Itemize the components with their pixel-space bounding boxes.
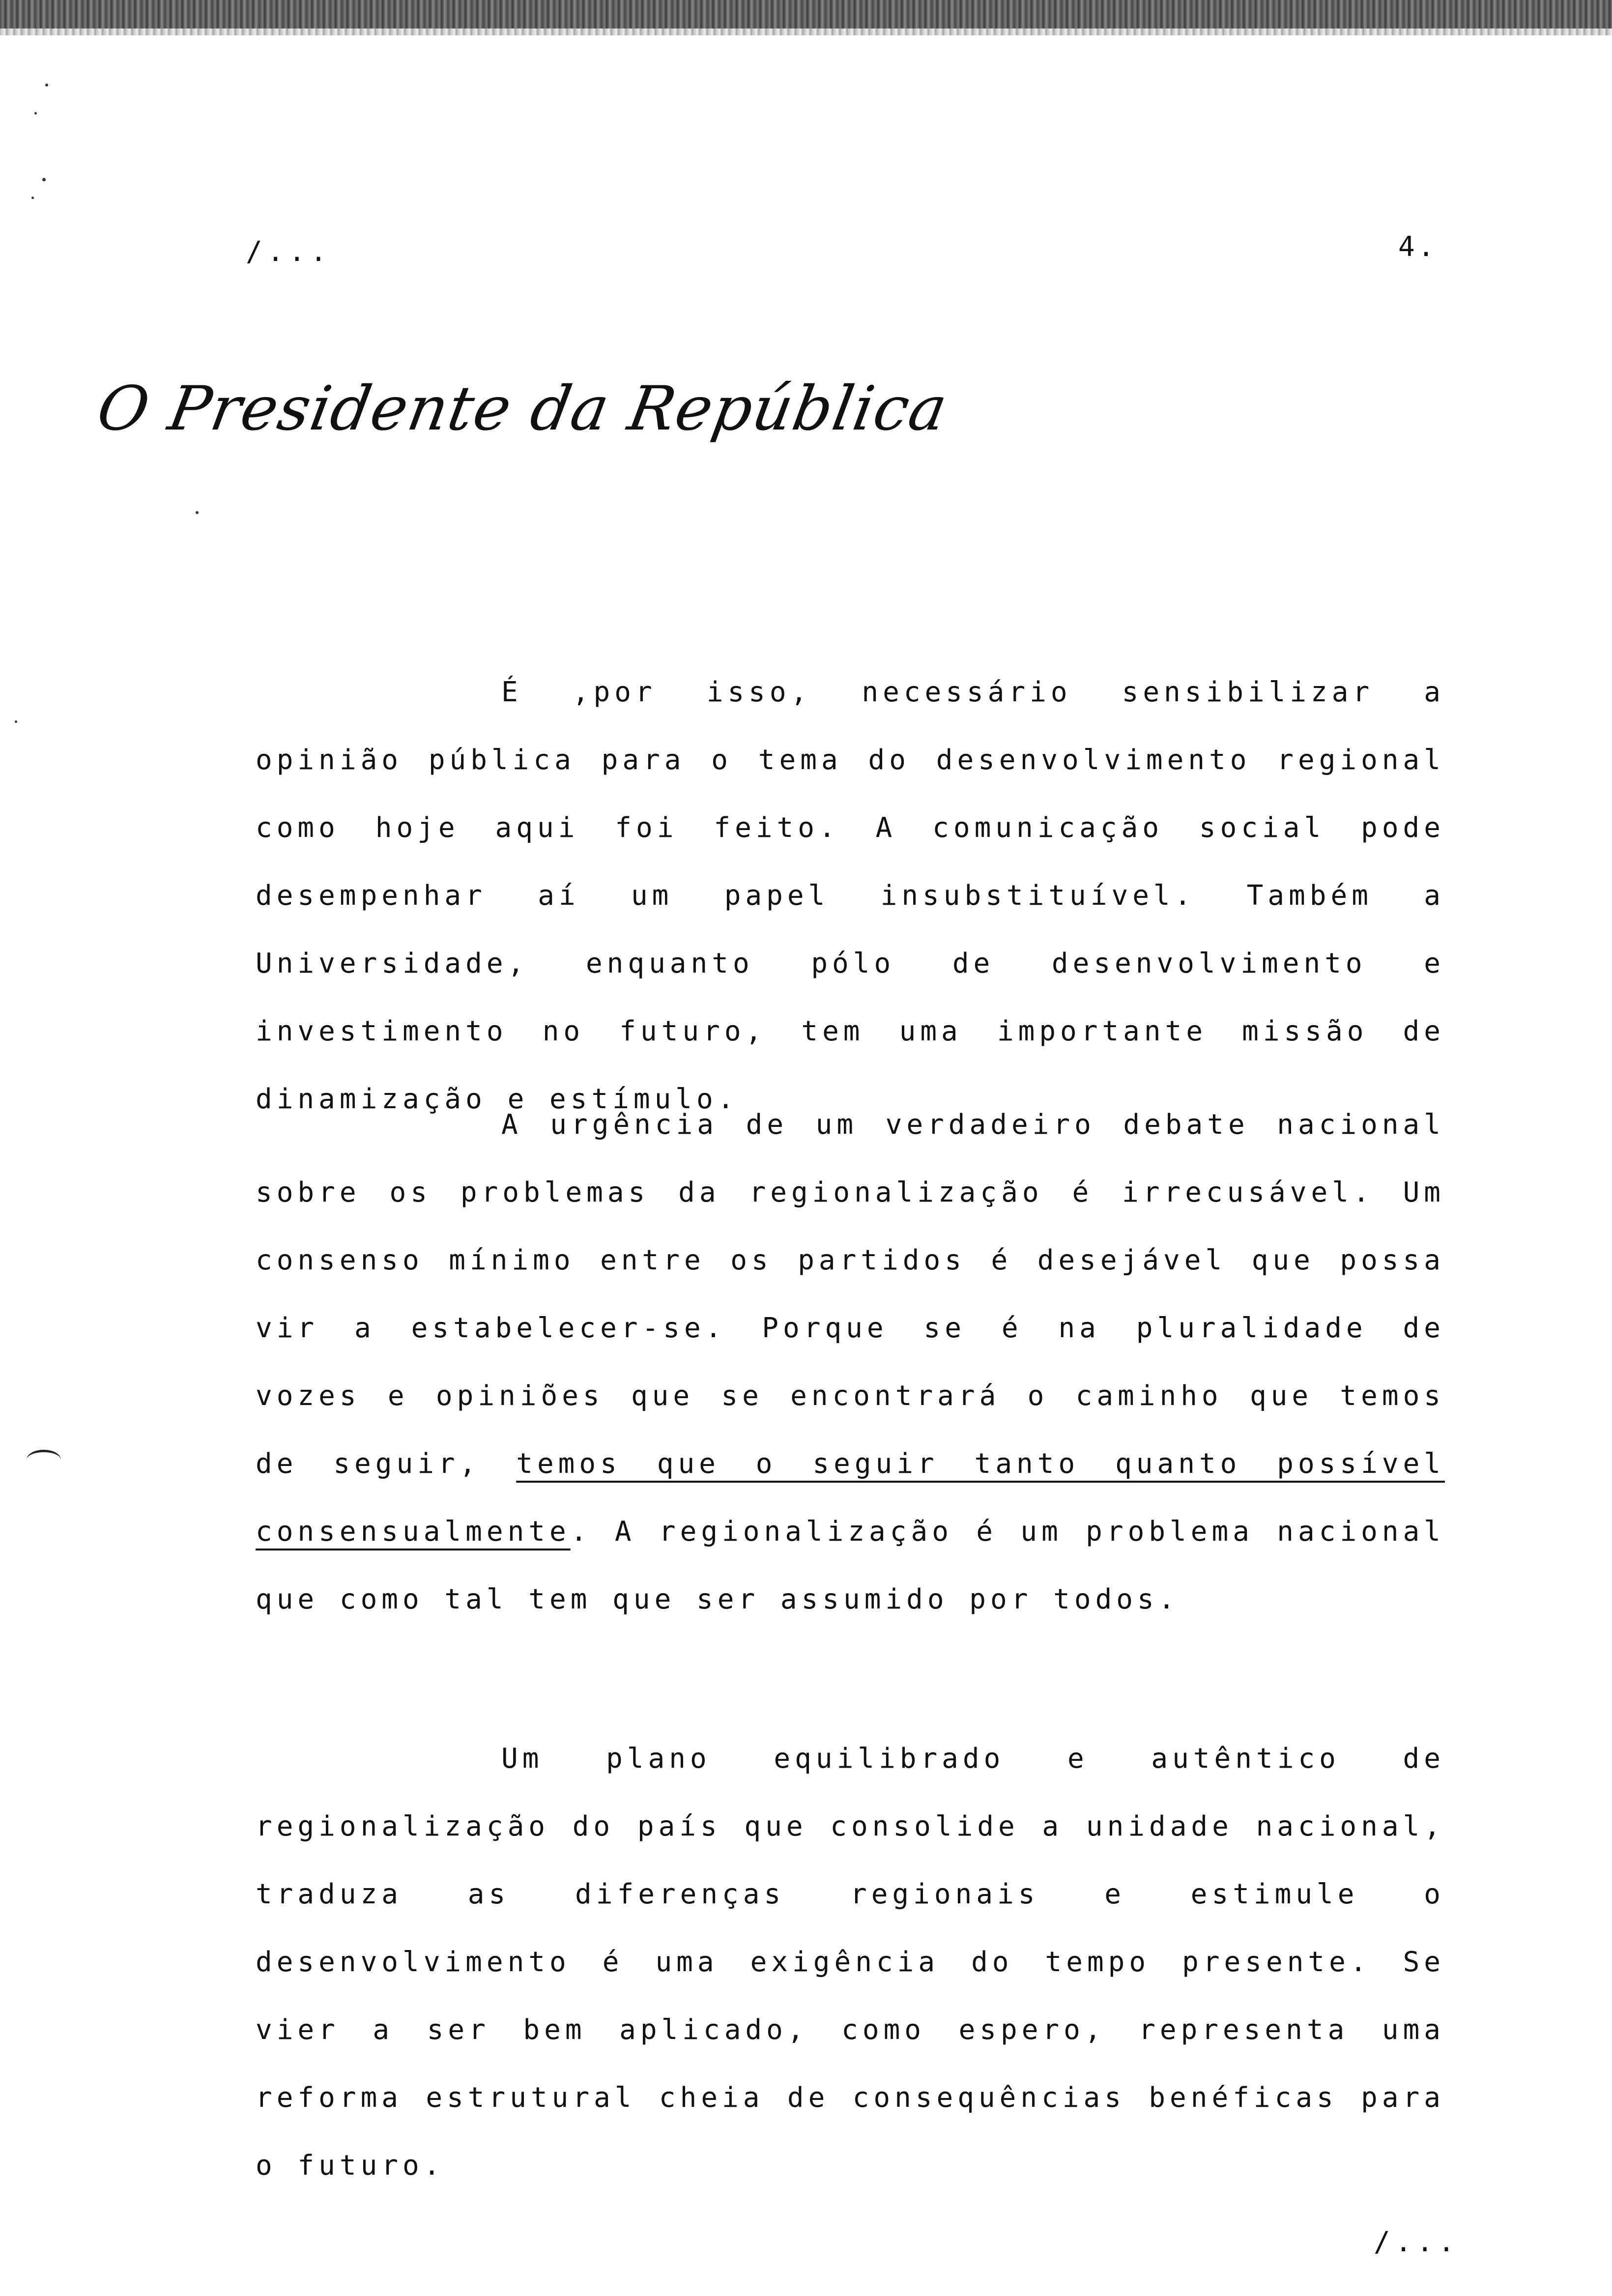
footer-continuation-mark: /...	[1374, 2226, 1460, 2258]
underlined-phrase: temos que o seguir tanto quanto possível consensualmente	[256, 1448, 1445, 1548]
margin-mark	[27, 1450, 61, 1470]
scan-speck	[34, 112, 37, 115]
scan-speck	[15, 720, 17, 723]
letterhead-title: O Presidente da República	[92, 373, 953, 444]
paragraph-1	[256, 659, 1445, 1133]
scan-speck	[42, 178, 46, 181]
header-continuation-mark: /...	[246, 236, 332, 268]
scan-speck	[45, 84, 48, 86]
paragraph-3-text: Um plano equilibrado e autêntico de regionalização do país que consolide a unidade nacional, traduza as diferenças regionais e estimule o desenvolvimento é uma exigência do tempo presente. Se vier a ser bem aplicado, como espero, representa uma reforma estrutural cheia de consequências benéficas para o futuro.	[256, 1743, 1445, 2181]
paragraph-2-text: A urgência de um verdadeiro debate nacional sobre os problemas da regionalização é irrecusável. Um consenso mínimo entre os partidos é desejável que possa vir a estabelecer-se. Porque se é na pluralidade de vozes e opiniões que se encontrará o caminho que temos de seguir,	[256, 1109, 1445, 1480]
scan-edge-artifact	[0, 0, 1612, 35]
scan-speck	[31, 197, 34, 199]
scan-speck	[196, 511, 199, 514]
page-number: 4.	[1398, 231, 1438, 263]
paragraph-1-text: É ,por isso, necessário sensibilizar a opinião pública para o tema do desenvolvimento regional como hoje aqui foi feito. A comunicação social pode desempenhar aí um papel insubstituível. Também a Universidade, enquanto pólo de desenvolvimento e investimento no futuro, tem uma importante missão de dinamização e estímulo.	[256, 676, 1445, 1115]
paragraph-2-text-end: . A regionalização é um problema nacional que como tal tem que ser assumido por todos.	[256, 1516, 1445, 1615]
paragraph-3	[256, 1725, 1445, 2200]
paragraph-2	[256, 1091, 1445, 1634]
